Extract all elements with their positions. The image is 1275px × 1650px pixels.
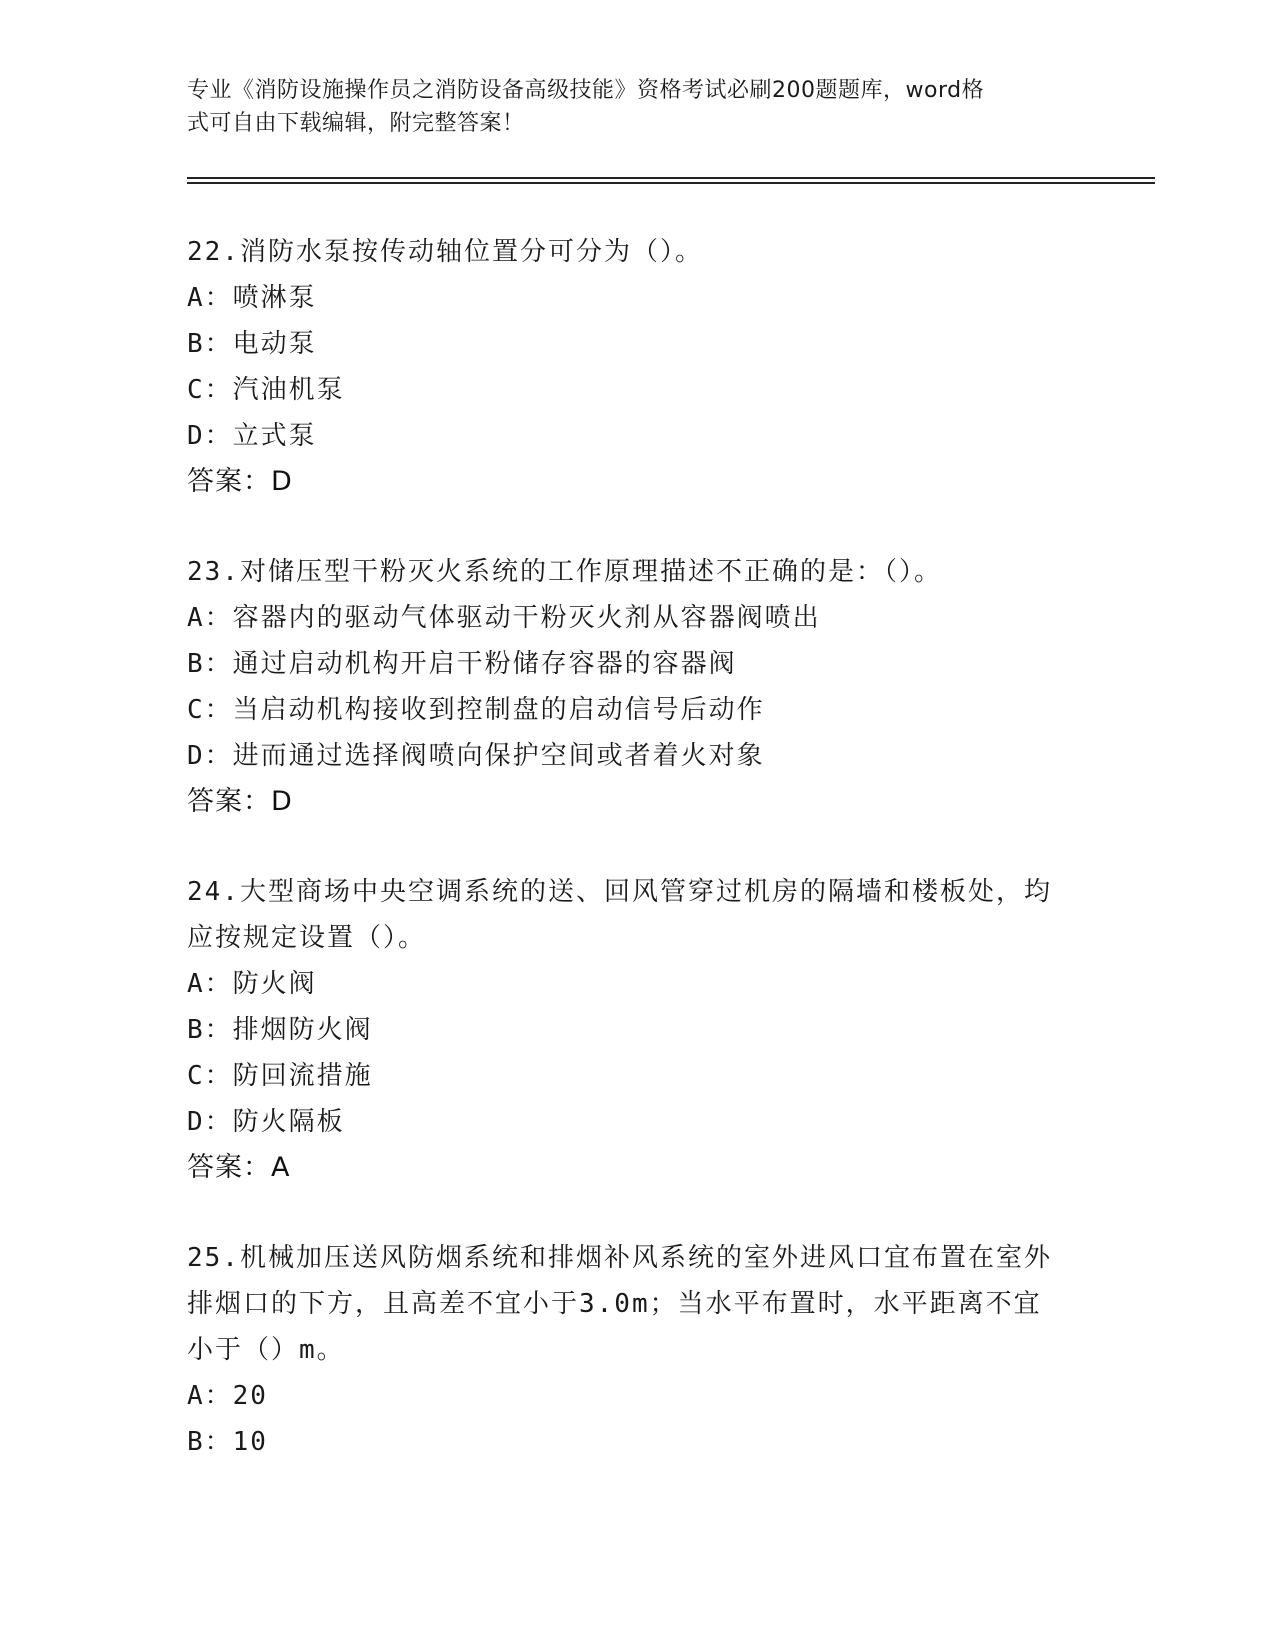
option-c: C：当启动机构接收到控制盘的启动信号后动作: [187, 695, 765, 725]
option-d: D：进而通过选择阀喷向保护空间或者着火对象: [187, 741, 765, 771]
option-c: C：汽油机泵: [187, 375, 345, 405]
question-stem: [187, 549, 1087, 595]
question-25: [187, 1235, 1087, 1465]
question-stem-line: 24.大型商场中央空调系统的送、回风管穿过机房的隔墙和楼板处，均: [187, 877, 1052, 907]
header-line-1: 专业《消防设施操作员之消防设备高级技能》资格考试必刷200题题库，word格: [187, 78, 985, 103]
option-a: A：20: [187, 1381, 268, 1411]
question-23: [187, 549, 1087, 825]
option-b: B：电动泵: [187, 329, 317, 359]
question-list: [187, 229, 1087, 1509]
option-b: B：排烟防火阀: [187, 1015, 373, 1045]
option-b: B：10: [187, 1427, 268, 1457]
option-c: C：防回流措施: [187, 1061, 373, 1091]
question-22: [187, 229, 1087, 505]
question-stem-line: 25.机械加压送风防烟系统和排烟补风系统的室外进风口宜布置在室外: [187, 1243, 1052, 1273]
question-stem: [187, 229, 1087, 275]
option-d: D：立式泵: [187, 421, 317, 451]
question-stem: [187, 869, 1087, 961]
option-a: A：喷淋泵: [187, 283, 317, 313]
question-stem-line: 排烟口的下方，且高差不宜小于3.0m；当水平布置时，水平距离不宜: [187, 1289, 1042, 1319]
question-stem-line: 22.消防水泵按传动轴位置分可分为（）。: [187, 237, 703, 267]
answer: 答案：A: [187, 1152, 291, 1183]
document-header: [187, 74, 1067, 140]
answer: 答案：D: [187, 786, 293, 817]
header-divider-bottom: [187, 182, 1155, 184]
answer: 答案：D: [187, 466, 293, 497]
question-stem-line: 应按规定设置（）。: [187, 923, 427, 953]
option-d: D：防火隔板: [187, 1107, 345, 1137]
option-a: A：防火阀: [187, 969, 317, 999]
header-divider-top: [187, 177, 1155, 179]
question-stem-line: 23.对储压型干粉灭火系统的工作原理描述不正确的是：（）。: [187, 557, 942, 587]
question-24: [187, 869, 1087, 1191]
option-b: B：通过启动机构开启干粉储存容器的容器阀: [187, 649, 737, 679]
header-line-2: 式可自由下载编辑，附完整答案！: [187, 111, 525, 136]
question-stem: [187, 1235, 1087, 1373]
question-stem-line: 小于（）m。: [187, 1335, 345, 1365]
option-a: A：容器内的驱动气体驱动干粉灭火剂从容器阀喷出: [187, 603, 821, 633]
